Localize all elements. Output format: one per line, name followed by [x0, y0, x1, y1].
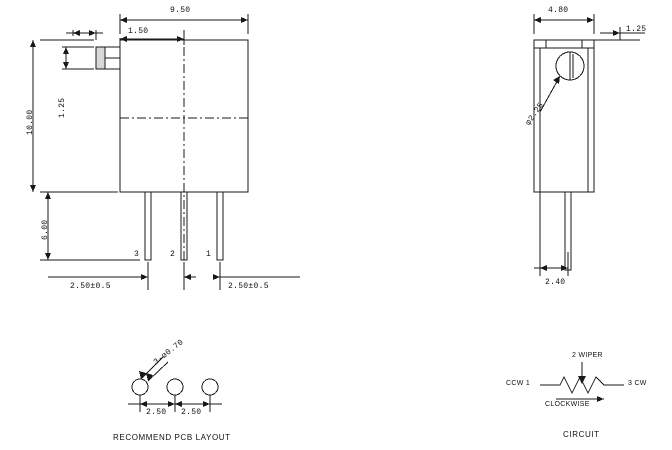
pcb-pitch-left: 2.50	[146, 408, 167, 417]
dim-screw-diameter: φ2.25	[524, 101, 547, 128]
dim-height-overall: 10.00	[26, 109, 35, 135]
pcb-layout-caption: RECOMMEND PCB LAYOUT	[113, 433, 231, 442]
dim-pitch-left: 2.50±0.5	[70, 282, 111, 291]
dim-depth-overall: 4.80	[548, 6, 569, 15]
dim-tab-height: 1.25	[58, 97, 67, 118]
circuit-wiper-label: 2 WIPER	[572, 352, 603, 359]
pcb-hole-note: 3-ø0.70	[152, 338, 186, 368]
dim-pitch-right: 2.50±0.5	[228, 282, 269, 291]
circuit-cw-label: 3 CW	[628, 380, 647, 387]
circuit-direction-label: CLOCKWISE	[545, 401, 590, 408]
pin-number-1: 1	[206, 250, 212, 259]
pin-number-2: 2	[170, 250, 176, 259]
dim-pin-offset: 1.50	[128, 27, 149, 36]
circuit-ccw-label: CCW 1	[506, 380, 531, 387]
dim-pin-offset-bottom: 2.40	[545, 278, 566, 287]
pin-number-3: 3	[134, 250, 140, 259]
pcb-pitch-right: 2.50	[181, 408, 202, 417]
circuit-caption: CIRCUIT	[563, 430, 600, 439]
dim-adjuster-offset: 1.25	[626, 25, 647, 34]
dim-width-overall: 9.50	[170, 6, 191, 15]
dim-pin-length: 6.00	[41, 219, 50, 240]
